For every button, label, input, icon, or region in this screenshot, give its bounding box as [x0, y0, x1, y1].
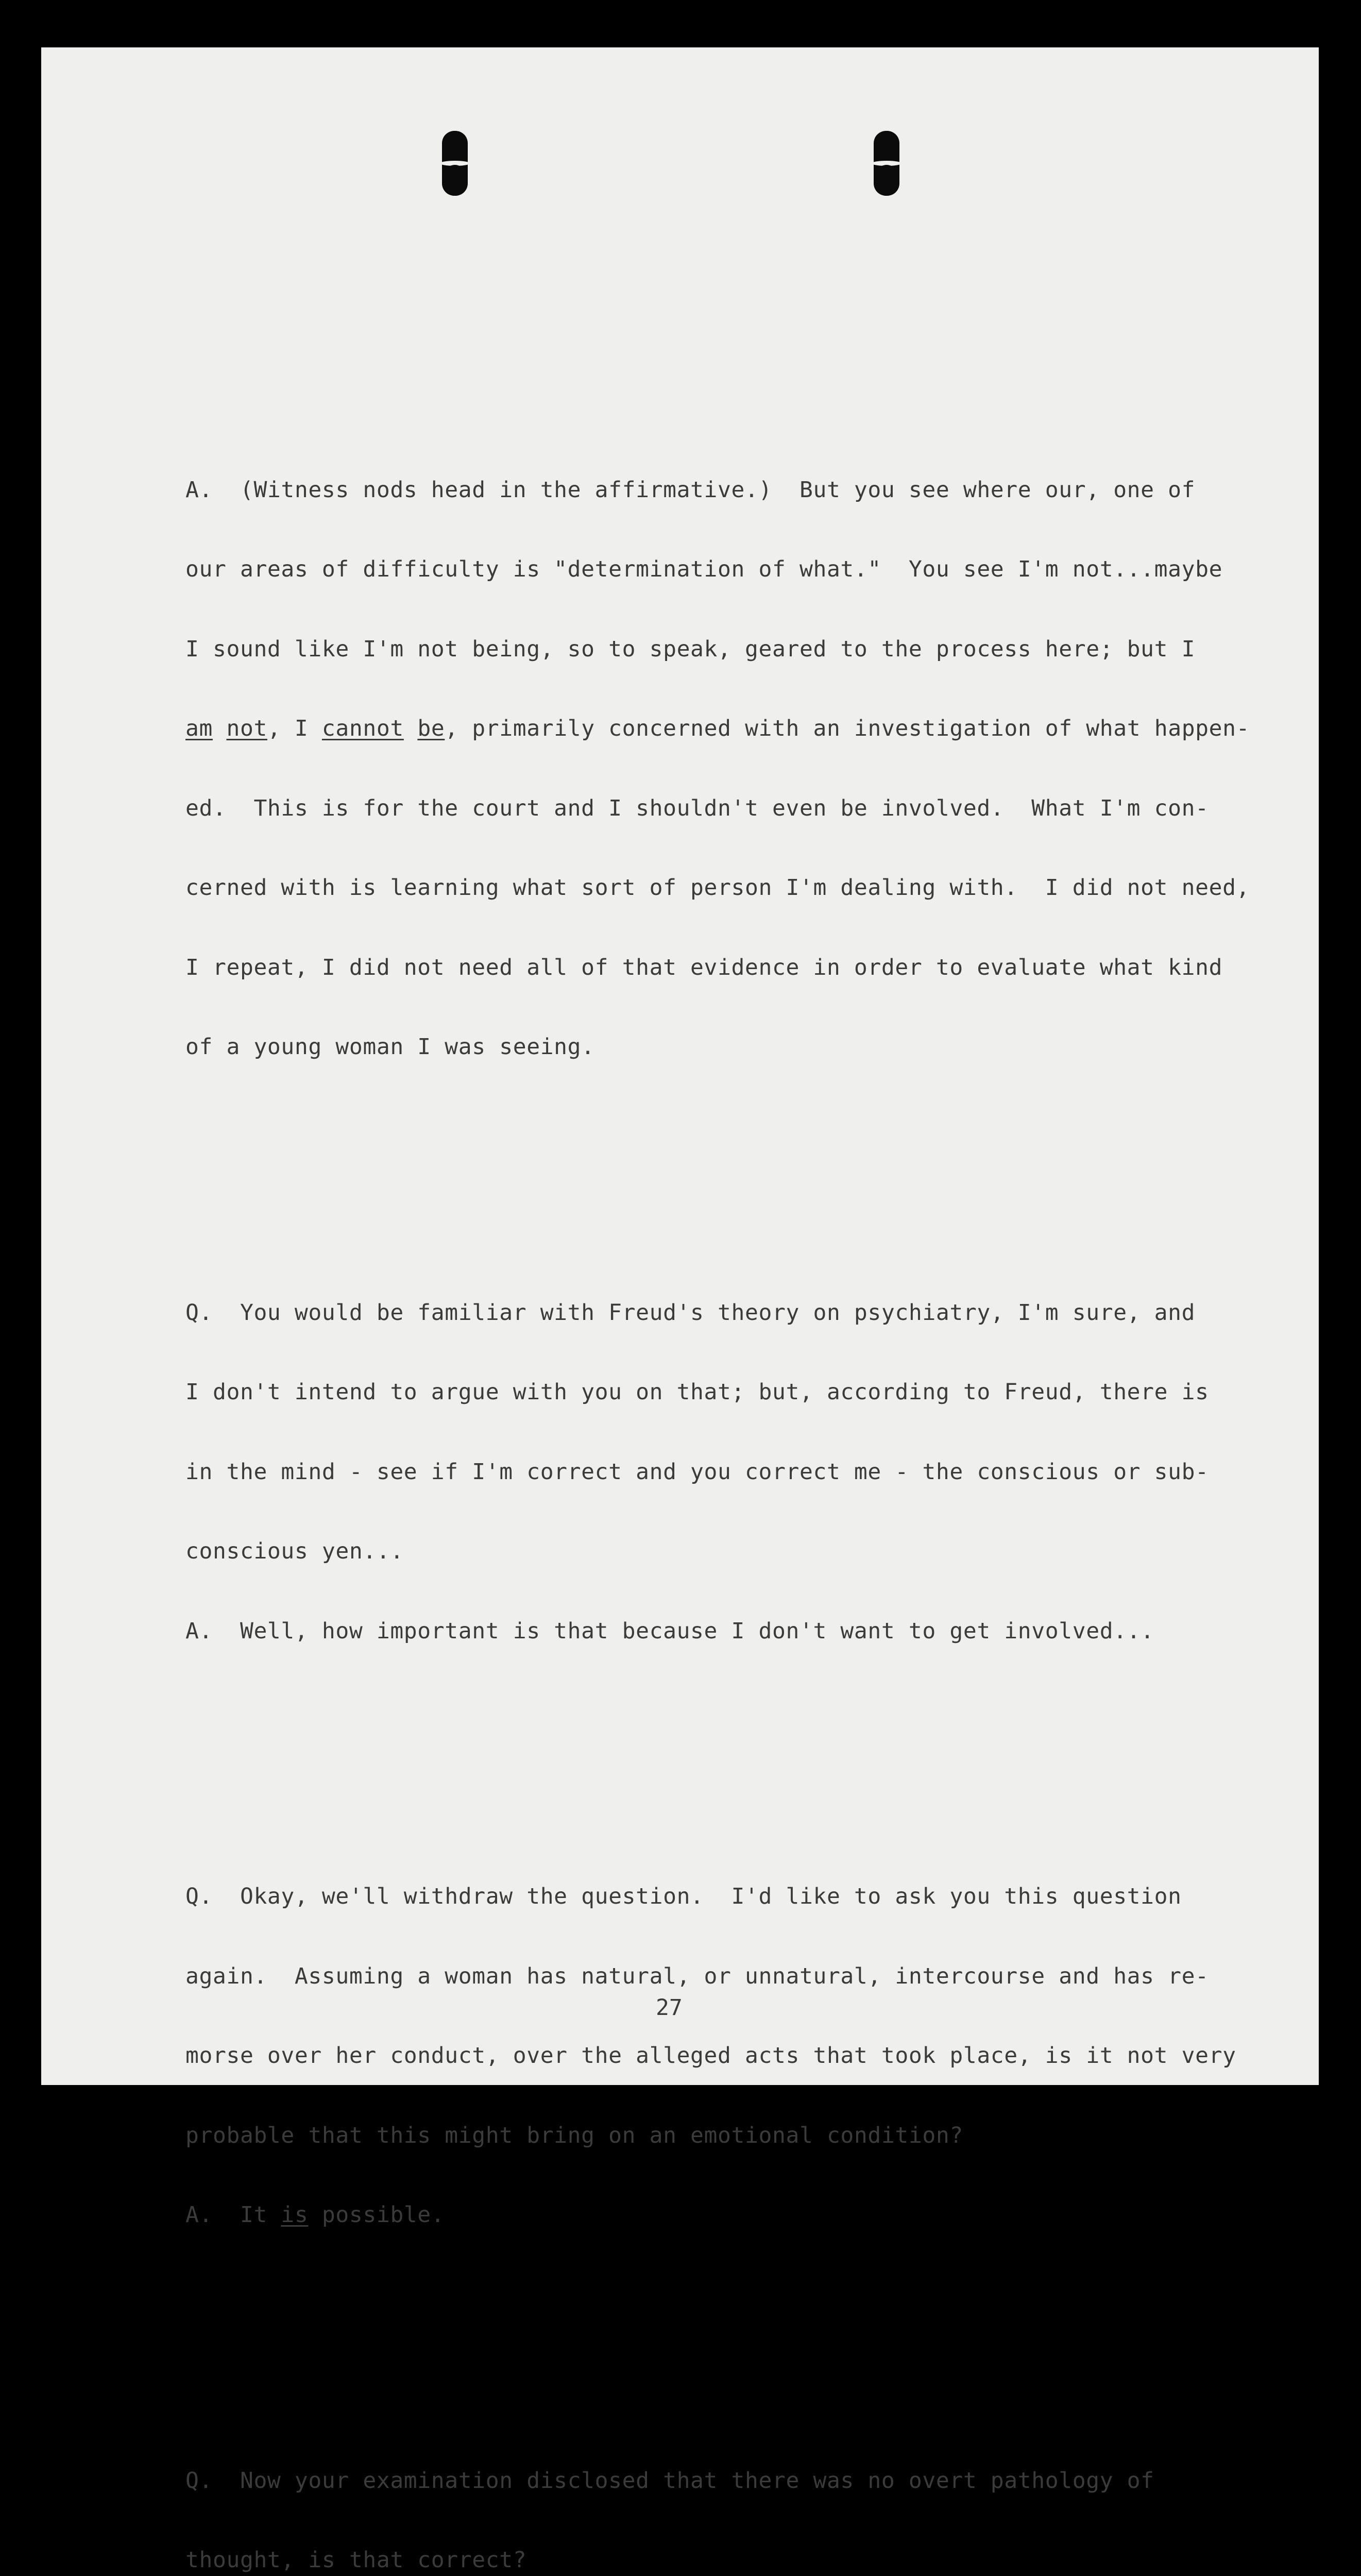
- text-line: A. (Witness nods head in the affirmative.) But you see where our, one of: [185, 477, 1241, 504]
- text-line: I don't intend to argue with you on that; but, according to Freud, there is: [185, 1379, 1241, 1406]
- text-line: Q. Now your examination disclosed that there was no overt pathology of: [185, 2468, 1241, 2495]
- paragraph-3: [185, 1831, 1241, 2282]
- text-fragment: , I: [267, 716, 322, 741]
- text-fragment: possible.: [308, 2202, 445, 2228]
- binder-hole-right-icon: [874, 131, 899, 196]
- text-line-answer: [185, 2202, 1241, 2229]
- text-line: in the mind - see if I'm correct and you correct me - the conscious or sub-: [185, 1459, 1241, 1486]
- transcript-body: [185, 344, 1241, 2576]
- text-line: morse over her conduct, over the alleged acts that took place, is it not very: [185, 2043, 1241, 2070]
- page-number: 27: [656, 1995, 683, 2021]
- text-line: Q. You would be familiar with Freud's theory on psychiatry, I'm sure, and: [185, 1300, 1241, 1327]
- paragraph-2: [185, 1247, 1241, 1698]
- text-fragment: , primarily concerned with an investigation of what happen-: [445, 716, 1250, 741]
- text-line: of a young woman I was seeing.: [185, 1034, 1241, 1061]
- underlined-word: not: [226, 716, 267, 741]
- text-line: ed. This is for the court and I shouldn't even be involved. What I'm con-: [185, 795, 1241, 822]
- text-line: probable that this might bring on an emotional condition?: [185, 2123, 1241, 2149]
- underlined-word: be: [417, 716, 445, 741]
- text-line: again. Assuming a woman has natural, or unnatural, intercourse and has re-: [185, 1963, 1241, 1990]
- paragraph-1: [185, 424, 1241, 1114]
- text-fragment: [404, 716, 418, 741]
- paragraph-4: [185, 2415, 1241, 2576]
- text-fragment: [213, 716, 227, 741]
- text-line: cerned with is learning what sort of person I'm dealing with. I did not need,: [185, 875, 1241, 902]
- text-line: I repeat, I did not need all of that evidence in order to evaluate what kind: [185, 955, 1241, 981]
- text-line-underlined: [185, 716, 1241, 742]
- binder-hole-left-icon: [442, 131, 468, 196]
- text-line: I sound like I'm not being, so to speak, geared to the process here; but I: [185, 636, 1241, 663]
- text-line: our areas of difficulty is "determination of what." You see I'm not...maybe: [185, 556, 1241, 583]
- underlined-word: is: [281, 2202, 308, 2228]
- underlined-word: am: [185, 716, 213, 741]
- text-line: thought, is that correct?: [185, 2547, 1241, 2574]
- underlined-word: cannot: [322, 716, 404, 741]
- text-fragment: A. It: [185, 2202, 281, 2228]
- text-line: Q. Okay, we'll withdraw the question. I'd like to ask you this question: [185, 1884, 1241, 1910]
- text-line: A. Well, how important is that because I don't want to get involved...: [185, 1618, 1241, 1645]
- text-line: conscious yen...: [185, 1538, 1241, 1565]
